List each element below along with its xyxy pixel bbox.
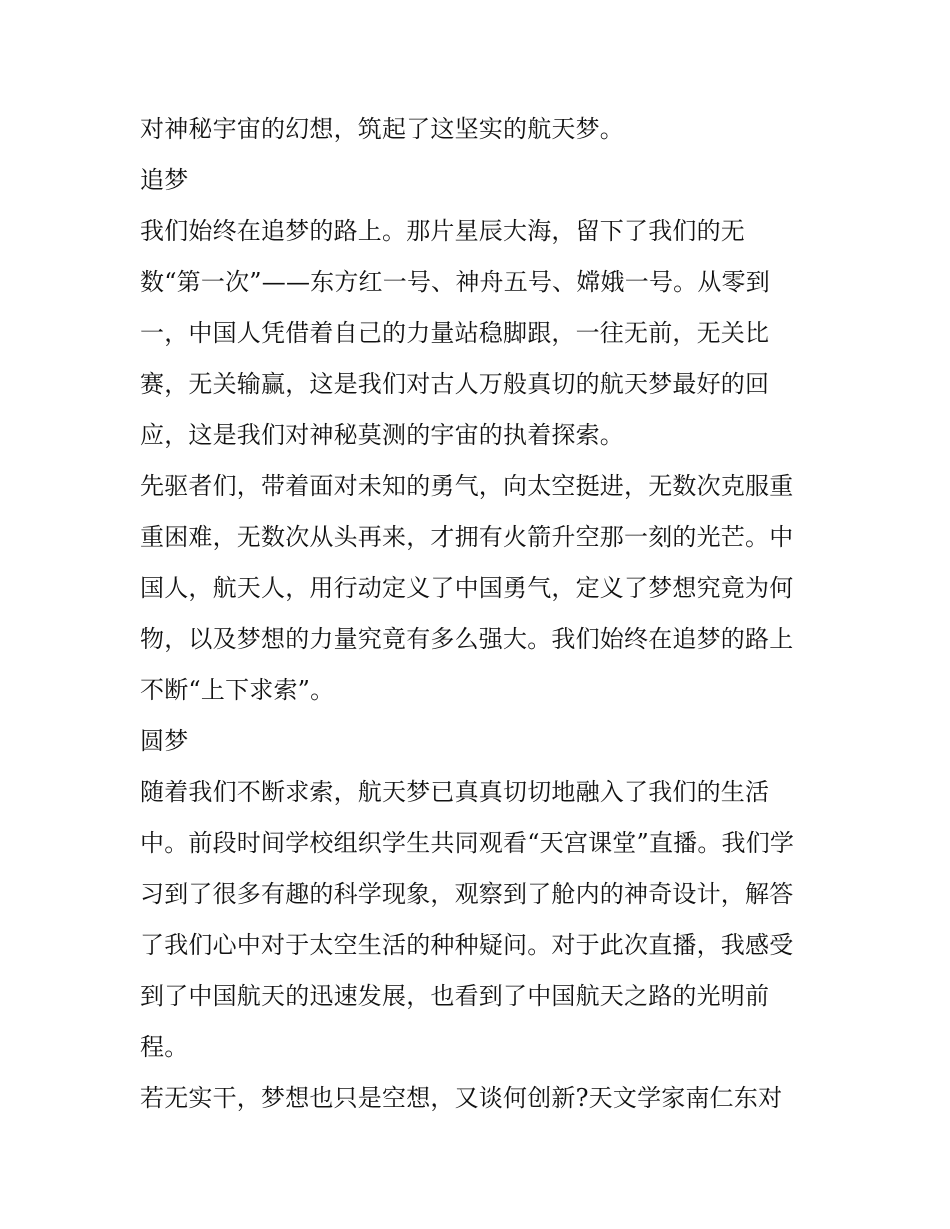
text-line: 程。 xyxy=(140,1033,189,1061)
text-line: 到了中国航天的迅速发展，也看到了中国航天之路的光明前 xyxy=(140,982,770,1010)
text-line: 中。前段时间学校组织学生共同观看“天宫课堂”直播。我们学 xyxy=(140,829,795,857)
text-line: 赛，无关输赢，这是我们对古人万般真切的航天梦最好的回 xyxy=(140,370,770,398)
text-line: 随着我们不断求索，航天梦已真真切切地融入了我们的生活 xyxy=(140,778,770,806)
text-line: 对神秘宇宙的幻想，筑起了这坚实的航天梦。 xyxy=(140,115,624,143)
text-line: 重困难，无数次从头再来，才拥有火箭升空那一刻的光芒。中 xyxy=(140,523,794,551)
text-line: 物，以及梦想的力量究竟有多么强大。我们始终在追梦的路上 xyxy=(140,625,794,653)
text-line: 数“第一次”——东方红一号、神舟五号、嫦娥一号。从零到 xyxy=(140,268,770,296)
text-line: 应，这是我们对神秘莫测的宇宙的执着探索。 xyxy=(140,421,624,449)
text-line: 若无实干，梦想也只是空想，又谈何创新?天文学家南仁东对 xyxy=(140,1084,783,1112)
text-line: 国人，航天人，用行动定义了中国勇气，定义了梦想究竟为何 xyxy=(140,574,794,602)
text-line: 我们始终在追梦的路上。那片星辰大海，留下了我们的无 xyxy=(140,217,745,245)
section-heading-yuanmeng: 圆梦 xyxy=(140,727,189,755)
text-line: 习到了很多有趣的科学现象，观察到了舱内的神奇设计，解答 xyxy=(140,880,794,908)
text-line: 了我们心中对于太空生活的种种疑问。对于此次直播，我感受 xyxy=(140,931,794,959)
text-line: 一，中国人凭借着自己的力量站稳脚跟，一往无前，无关比 xyxy=(140,319,770,347)
section-heading-zhuimeng: 追梦 xyxy=(140,166,189,194)
text-line: 不断“上下求索”。 xyxy=(140,676,335,704)
text-line: 先驱者们，带着面对未知的勇气，向太空挺进，无数次克服重 xyxy=(140,472,794,500)
